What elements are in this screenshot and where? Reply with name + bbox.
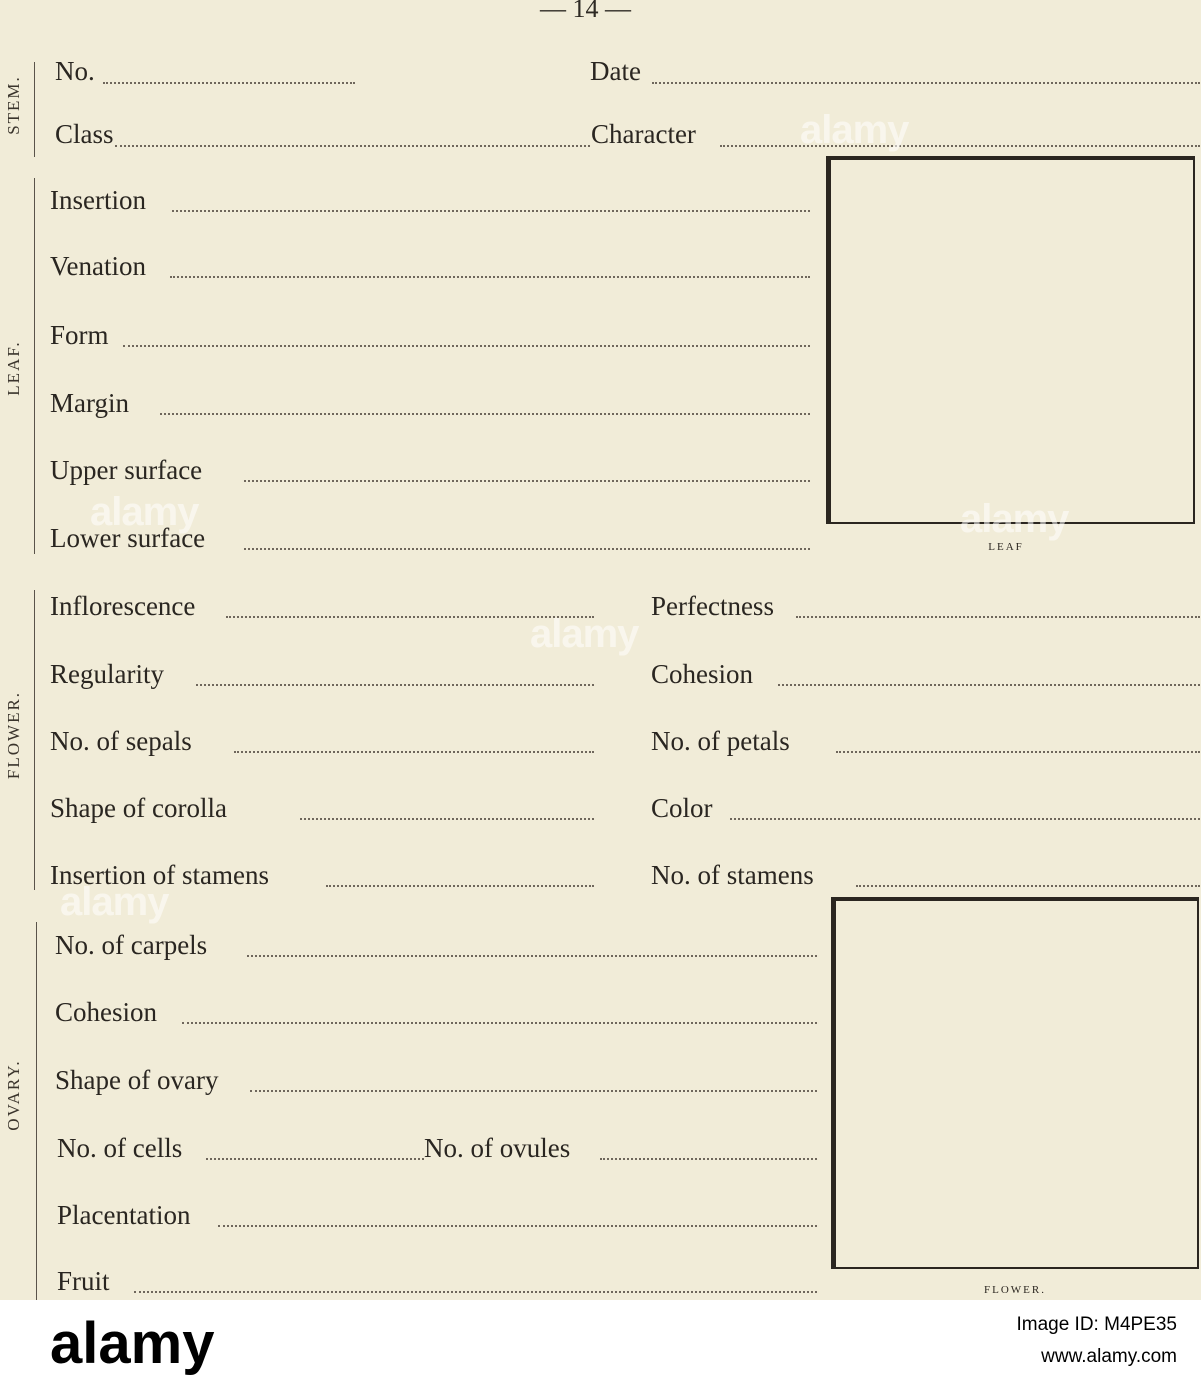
alamy-logo: alamy: [50, 1311, 215, 1376]
stock-footer: [0, 1300, 1201, 1390]
field-line-flower-cohesion[interactable]: [778, 684, 1200, 686]
field-label-shape-of-ovary: Shape of ovary: [55, 1065, 219, 1095]
watermark: alamy: [960, 497, 1069, 541]
field-line-venation[interactable]: [170, 276, 810, 278]
field-line-date[interactable]: [652, 82, 1200, 84]
section-label-leaf: LEAF.: [4, 340, 23, 396]
field-label-no-of-stamens: No. of stamens: [651, 860, 814, 890]
field-label-flower-cohesion: Cohesion: [651, 659, 754, 689]
field-label-lower-surface: Lower surface: [50, 523, 206, 553]
field-label-ovary-cohesion: Cohesion: [55, 997, 158, 1027]
brace-ovary: [36, 922, 37, 1300]
brace-stem: [34, 62, 35, 157]
section-label-stem: STEM.: [4, 75, 23, 135]
field-line-lower-surface[interactable]: [244, 548, 810, 550]
field-label-no-of-sepals: No. of sepals: [50, 726, 192, 756]
field-line-no-of-stamens[interactable]: [856, 885, 1200, 887]
field-line-shape-of-corolla[interactable]: [300, 818, 594, 820]
field-label-placentation: Placentation: [57, 1200, 191, 1230]
field-line-no-of-sepals[interactable]: [234, 751, 594, 753]
field-line-no-of-carpels[interactable]: [247, 955, 817, 957]
page-number: — 14 —: [540, 0, 631, 23]
field-label-perfectness: Perfectness: [651, 591, 774, 621]
watermark: alamy: [800, 108, 909, 152]
watermark: alamy: [90, 490, 199, 534]
field-label-no-of-ovules: No. of ovules: [424, 1133, 571, 1163]
field-line-no-of-petals[interactable]: [836, 751, 1200, 753]
flower-box-caption: FLOWER.: [984, 1284, 1046, 1296]
field-line-perfectness[interactable]: [796, 616, 1200, 618]
field-label-margin: Margin: [50, 388, 129, 418]
brace-leaf: [34, 178, 35, 554]
field-label-regularity: Regularity: [50, 659, 164, 689]
field-label-no: No.: [55, 56, 95, 86]
leaf-sketch-box[interactable]: [826, 156, 1195, 524]
field-line-no-of-cells[interactable]: [206, 1158, 424, 1160]
field-line-margin[interactable]: [160, 413, 810, 415]
field-line-ovary-cohesion[interactable]: [182, 1022, 817, 1024]
field-label-upper-surface: Upper surface: [50, 455, 203, 485]
image-id: Image ID: M4PE35: [1016, 1314, 1177, 1335]
field-label-date: Date: [590, 56, 641, 86]
section-label-flower: FLOWER.: [4, 690, 23, 780]
field-label-class: Class: [55, 119, 114, 149]
section-label-ovary: OVARY.: [4, 1059, 23, 1131]
field-line-insertion[interactable]: [172, 210, 810, 212]
field-label-no-of-cells: No. of cells: [57, 1133, 183, 1163]
field-line-character[interactable]: [720, 145, 1200, 147]
field-label-no-of-carpels: No. of carpels: [55, 930, 208, 960]
field-line-color[interactable]: [730, 818, 1200, 820]
field-label-no-of-petals: No. of petals: [651, 726, 790, 756]
field-line-regularity[interactable]: [196, 684, 594, 686]
field-label-shape-of-corolla: Shape of corolla: [50, 793, 227, 823]
brace-flower: [34, 590, 35, 890]
watermark: alamy: [530, 612, 639, 656]
field-line-no[interactable]: [103, 82, 355, 84]
field-label-character: Character: [591, 119, 696, 149]
field-line-fruit[interactable]: [134, 1291, 817, 1293]
field-label-fruit: Fruit: [57, 1266, 110, 1296]
watermark: alamy: [60, 880, 169, 924]
field-label-insertion-of-stamens: Insertion of stamens: [50, 860, 269, 890]
field-label-form: Form: [50, 320, 109, 350]
footer-url[interactable]: www.alamy.com: [1041, 1346, 1177, 1367]
field-line-placentation[interactable]: [218, 1225, 817, 1227]
field-label-venation: Venation: [50, 251, 146, 281]
field-line-upper-surface[interactable]: [244, 480, 810, 482]
field-line-shape-of-ovary[interactable]: [250, 1090, 817, 1092]
field-line-form[interactable]: [123, 345, 810, 347]
leaf-box-caption: LEAF: [988, 541, 1024, 553]
footer-meta: [1016, 1314, 1177, 1368]
field-line-no-of-ovules[interactable]: [600, 1158, 817, 1160]
field-label-inflorescence: Inflorescence: [50, 591, 196, 621]
flower-sketch-box[interactable]: [831, 897, 1199, 1269]
field-label-insertion: Insertion: [50, 185, 146, 215]
field-line-class[interactable]: [115, 145, 590, 147]
field-line-insertion-of-stamens[interactable]: [326, 885, 594, 887]
field-label-color: Color: [651, 793, 713, 823]
